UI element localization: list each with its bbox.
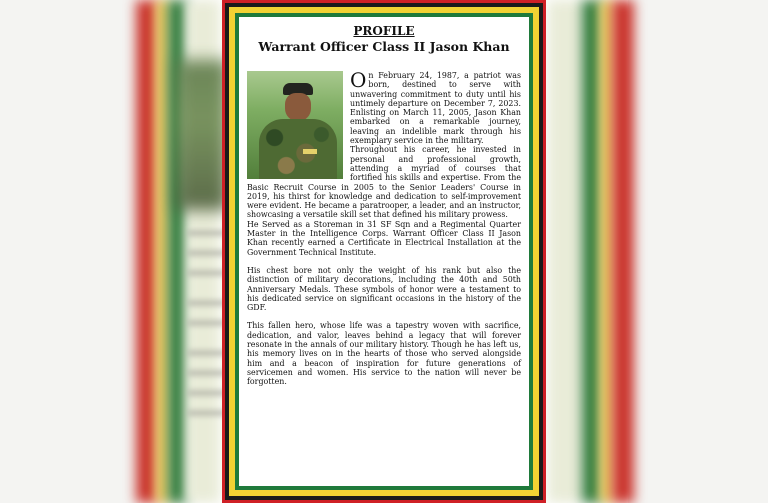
frame-green-border (235, 13, 533, 490)
blurred-text-line (188, 320, 226, 326)
background-band-red-right (612, 0, 634, 503)
profile-name: Warrant Officer Class II Jason Khan (258, 39, 510, 54)
blurred-text-line (188, 250, 226, 256)
face-shape (285, 93, 311, 121)
frame-yellow-border (229, 7, 539, 496)
bio-paragraph-5: This fallen hero, whose life was a tapestry woven with sacrifice, dedication, and valor, leaves behind a legacy that will forever resonate in the annals of our military history. Though he has left us, his memory lives on in the hearts of those who served alongside him and a beacon of inspiration for future generations of servicemen and women. His service to the nation will never be forgotten. (247, 321, 521, 387)
background-band-pale-right (548, 0, 584, 503)
drop-cap: O (350, 68, 367, 92)
blurred-text-line (188, 270, 226, 276)
blurred-text-line (188, 390, 226, 396)
profile-heading: PROFILE (353, 24, 415, 38)
profile-poster (222, 0, 546, 503)
camouflage-uniform-shape (259, 119, 337, 179)
soldier-portrait-photo (247, 71, 343, 179)
background-right-panel (628, 0, 768, 503)
bio-paragraph-1-text: n February 24, 1987, a patriot was born, destined to serve with unwavering commitment to duty until his untimely departure on December 7, 2023. Enlisting on March 11, 2005, Jason Khan embarked on a remarkable journey, leaving an indelible mark through his exemplary service in the military. (350, 71, 521, 146)
background-left-panel (0, 0, 140, 503)
background-band-red-left (136, 0, 158, 503)
blurred-text-line (188, 350, 226, 356)
blurred-text-line (188, 230, 226, 236)
blurred-text-line (188, 410, 226, 416)
bio-paragraph-4: His chest bore not only the weight of his rank but also the distinction of military decorations, including the 40th and 50th Anniversary Medals. These symbols of honor were a testament to his dedicated service on significant occasions in the history of the GDF. (247, 265, 521, 313)
name-tag-shape (303, 149, 317, 154)
frame-black-border (225, 3, 543, 500)
background-band-green-right (582, 0, 602, 503)
biography (247, 68, 521, 387)
poster-content (239, 17, 529, 486)
blurred-text-line (188, 370, 226, 376)
blurred-photo-echo (176, 60, 228, 210)
bio-paragraph-2: Throughout his career, he invested in personal and professional growth, attending a myriad of courses that fortified his skills and expertise. From the Basic Recruit Course in 2005 to the Senior Leaders' Course in 2019, his thirst for knowledge and dedication to self-improvement were evident. He became a paratrooper, a leader, and an instructor, showcasing a versatile skill set that defined his military prowess. (247, 145, 521, 220)
blurred-text-line (188, 300, 226, 306)
bio-paragraph-3: He Served as a Storeman in 31 SF Sqn and a Regimental Quarter Master in the Intelligence Corps. Warrant Officer Class II Jason Khan recently earned a Certificate in Electrical Installation at the Government Technical Institute. (247, 219, 521, 257)
